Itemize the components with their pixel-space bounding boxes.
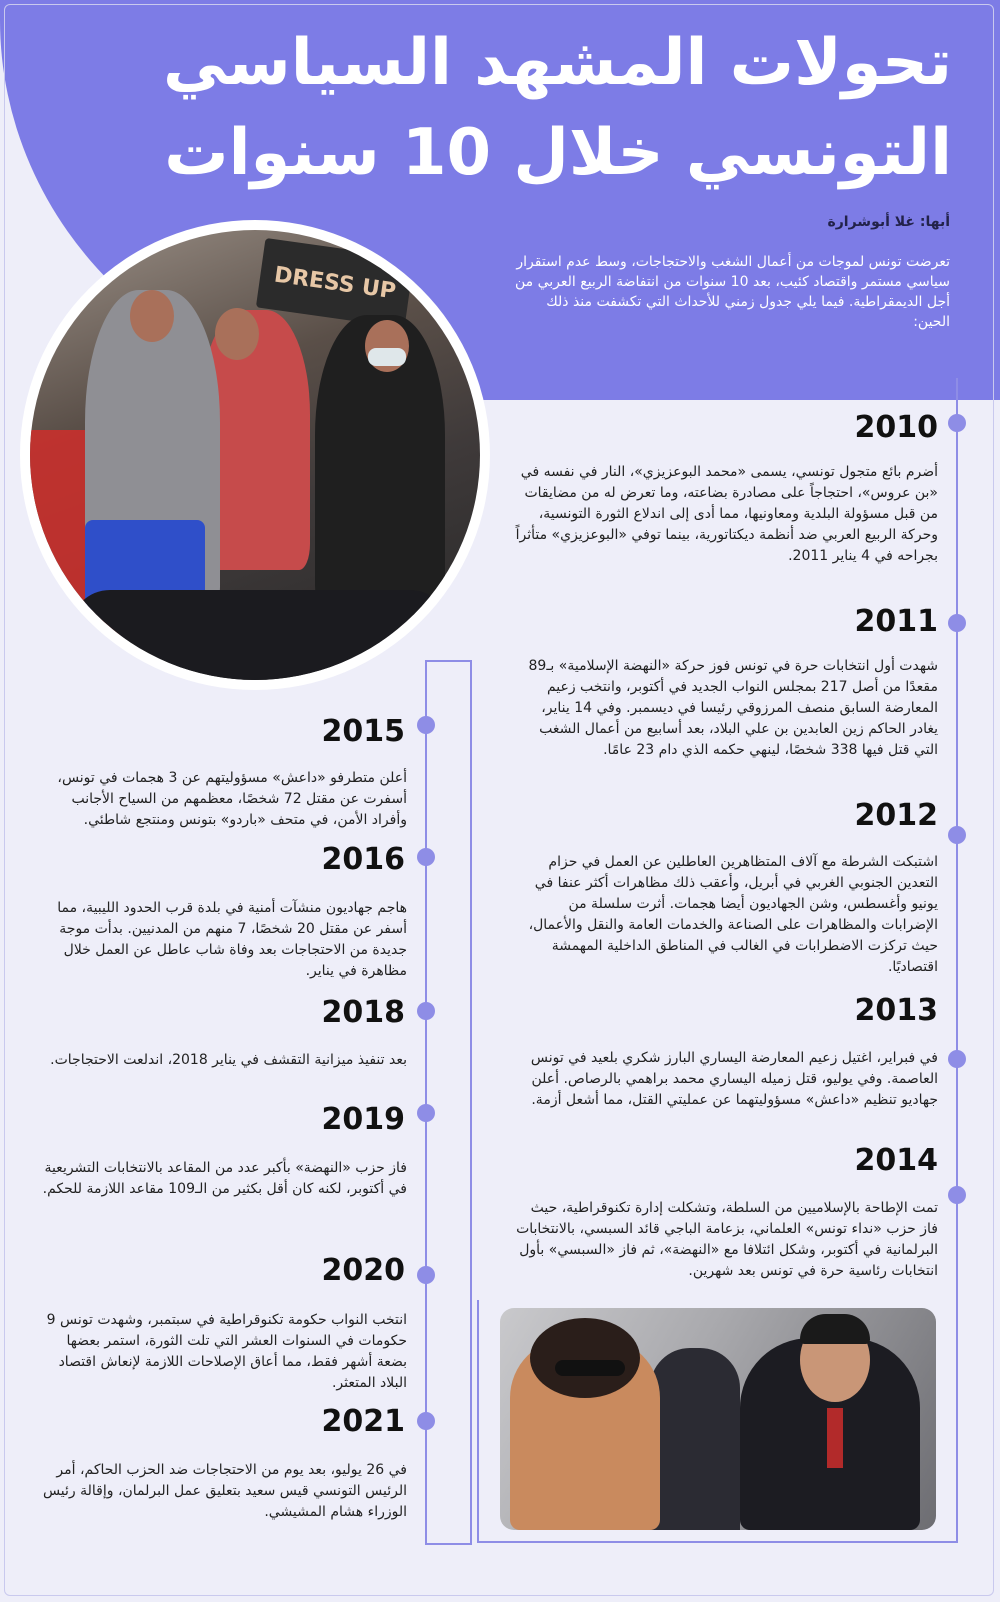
title-line-1: تحولات المشهد السياسي	[163, 26, 952, 100]
timeline-line-right	[956, 378, 958, 1543]
timeline-text-2018: بعد تنفيذ ميزانية التقشف في يناير 2018، اندلعت الاحتجاجات.	[50, 1052, 407, 1068]
timeline-year-2019: 2019	[321, 1102, 405, 1137]
timeline-year-2016: 2016	[321, 842, 405, 877]
timeline-line-left-bottom	[425, 1543, 472, 1545]
page-title	[72, 18, 952, 198]
timeline-dot	[417, 716, 435, 734]
timeline-text-2019: فاز حزب «النهضة» بأكبر عدد من المقاعد بالانتخابات التشريعية في أكتوبر، لكنه كان أقل بكثير من الـ109 مقاعد اللازمة للحكم.	[42, 1160, 407, 1197]
timeline-dot	[948, 1050, 966, 1068]
photo-face-mask	[368, 348, 406, 366]
timeline-dot	[417, 1412, 435, 1430]
timeline-text-2021: في 26 يوليو، بعد يوم من الاحتجاجات ضد الحزب الحاكم، أمر الرئيس التونسي قيس سعيد بتعليق عمل البرلمان، وإقالة رئيس الوزراء هشام المشيشي.	[42, 1462, 407, 1520]
photo-shop-sign: DRESS UP	[256, 238, 414, 328]
timeline-year-2011: 2011	[854, 604, 938, 639]
timeline-line-left-outer	[470, 660, 472, 1545]
timeline-dot	[948, 414, 966, 432]
timeline-text-2012: اشتبكت الشرطة مع آلاف المتظاهرين العاطلين عن العمل في حزام التعدين الجنوبي الغربي في أبريل، وأعقب ذلك مظاهرات أكثر عنفا في يونيو وأغسطس، وشن الجهاديون أيضا هجمات. أثرت سلسلة من الإضرابات والمظاهرات على الصناعة والخدمات العامة والنقل والأعمال، حيث تركزت الاضطرابات في الغالب في المناطق الداخلية المهمشة اقتصاديًا.	[528, 854, 938, 975]
timeline-year-2015: 2015	[321, 714, 405, 749]
timeline-text-2020: انتخب النواب حكومة تكنوقراطية في سبتمبر، وشهدت تونس 9 حكومات في السنوات العشر التي تلت الثورة، استمر بعضها بضعة أشهر فقط، مما أعاق الإصلاحات اللازمة لإنعاش اقتصاد البلاد المتعثر.	[46, 1312, 407, 1391]
timeline-text-2013: في فبراير، اغتيل زعيم المعارضة اليساري البارز شكري بلعيد في تونس العاصمة. وفي يوليو، قتل زميله اليساري محمد براهمي بالرصاص. أعلن جهاديو تنظيم «داعش» مسؤوليتهما عن عمليتي القتل، مما أشعل أزمة.	[530, 1050, 938, 1108]
timeline-year-2021: 2021	[321, 1404, 405, 1439]
timeline-year-2018: 2018	[321, 995, 405, 1030]
timeline-dot	[417, 848, 435, 866]
timeline-dot	[948, 826, 966, 844]
timeline-text-2016: هاجم جهاديون منشآت أمنية في بلدة قرب الحدود الليبية، مما أسفر عن مقتل 20 شخصًا، 7 منهم من المدنيين. بدأت موجة جديدة من الاحتجاجات بعد وفاة شاب عاطل عن العمل خلال مظاهرة في يناير.	[57, 900, 407, 979]
timeline-line-right-corner	[477, 1300, 479, 1543]
timeline-year-2020: 2020	[321, 1253, 405, 1288]
timeline-line-left-top	[425, 660, 472, 662]
photo-person-hair	[530, 1318, 640, 1398]
timeline-dot	[948, 614, 966, 632]
protest-photo-image	[30, 230, 480, 680]
author-credit: أبها: غلا أبوشرارة	[827, 214, 950, 230]
photo-person-head	[215, 308, 259, 360]
timeline-year-2012: 2012	[854, 798, 938, 833]
photo-tie	[827, 1408, 843, 1468]
timeline-dot	[417, 1002, 435, 1020]
officials-photo	[500, 1308, 936, 1530]
photo-person-head	[130, 290, 174, 342]
timeline-text-2010: أضرم بائع متجول تونسي، يسمى «محمد البوعزيزي»، النار في نفسه في «بن عروس»، احتجاجاً على مصادرة بضاعته، وما تعرض له من مضايقات من قبل مسؤولة البلدية ومعاونيها، مما أدى إلى اندلاع الثورة التونسية، وحركة الربيع العربي ضد أنظمة ديكتاتورية، بينما توفي «البوعزيزي» متأثراً بجراحه في 4 يناير 2011.	[515, 464, 938, 564]
timeline-text-2011: شهدت أول انتخابات حرة في تونس فوز حركة «النهضة الإسلامية» بـ89 مقعدًا من أصل 217 بمجلس النواب الجديد في أكتوبر، وانتخب زعيم المعارضة السابق منصف المرزوقي رئيسا في ديسمبر. وفي 14 يناير، يغادر الحاكم زين العابدين بن علي البلاد، بعد أسابيع من أعمال الشغب التي قتل فيها 338 شخصًا، لينهي حكمه الذي دام 23 عامًا.	[528, 658, 938, 758]
protest-photo	[20, 220, 490, 690]
timeline-dot	[948, 1186, 966, 1204]
timeline-year-2014: 2014	[854, 1143, 938, 1178]
timeline-line-right-bottom	[477, 1541, 958, 1543]
photo-person	[650, 1348, 740, 1530]
intro-paragraph: تعرضت تونس لموجات من أعمال الشغب والاحتجاجات، وسط عدم استقرار سياسي مستمر واقتصاد كئيب، بعد 10 سنوات من انتفاضة الربيع العربي من أجل الديمقراطية. فيما يلي جدول زمني للأحداث التي تكشفت منذ ذلك الحين:	[514, 254, 950, 330]
timeline-text-2015: أعلن متطرفو «داعش» مسؤوليتهم عن 3 هجمات في تونس، أسفرت عن مقتل 72 شخصًا، معظمهم من السياح الأجانب وأفراد الأمن، في متحف «باردو» بتونس ومنتجع شاطئي.	[57, 770, 407, 828]
photo-sunglasses	[555, 1360, 625, 1376]
photo-crowd	[70, 590, 450, 680]
photo-person-hair	[800, 1314, 870, 1344]
timeline-dot	[417, 1266, 435, 1284]
timeline-year-2010: 2010	[854, 410, 938, 445]
timeline-dot	[417, 1104, 435, 1122]
timeline-year-2013: 2013	[854, 993, 938, 1028]
timeline-text-2014: تمت الإطاحة بالإسلاميين من السلطة، وتشكلت إدارة تكنوقراطية، حيث فاز حزب «نداء تونس» العلماني، بزعامة الباجي قائد السبسي، بالانتخابات البرلمانية في أكتوبر، وشكل ائتلافا مع «النهضة»، ثم فاز «السبسي» بأول انتخابات رئاسية حرة في تونس بعد شهرين.	[516, 1200, 938, 1279]
title-line-2: التونسي خلال 10 سنوات	[164, 116, 952, 190]
